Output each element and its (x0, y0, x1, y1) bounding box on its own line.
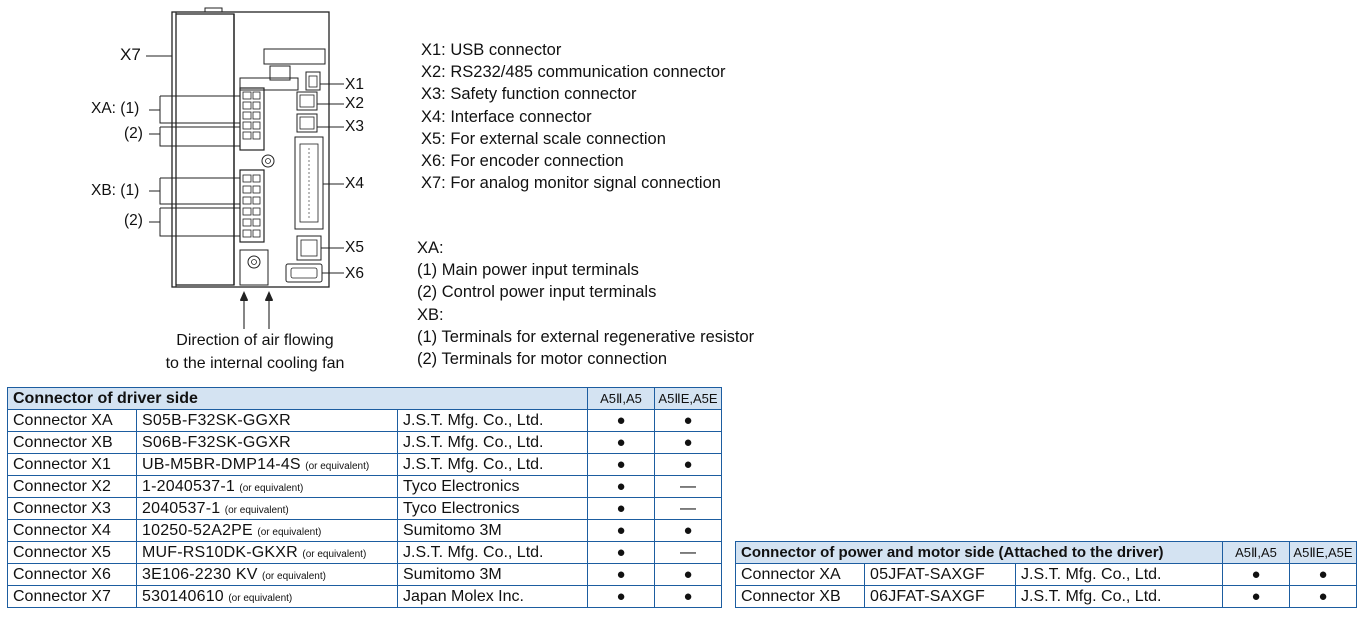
connector-name: Connector X7 (8, 586, 137, 608)
desc-xb-1: (1) Terminals for external regenerative resistor (417, 327, 755, 346)
desc-x2: X2: RS232/485 communication connector (421, 63, 726, 82)
part-number-cell (137, 410, 398, 432)
label-x5: X5 (345, 239, 364, 256)
table-row (736, 564, 1357, 586)
manufacturer: Japan Molex Inc. (398, 586, 588, 608)
support-a5iie: ● (655, 454, 722, 476)
support-a5ii: ● (588, 454, 655, 476)
part-number: S05B-F32SK-GGXR (142, 411, 291, 429)
connector-name: Connector XA (736, 564, 865, 586)
part-number-cell (137, 432, 398, 454)
table-row (8, 410, 722, 432)
desc-xa-heading: XA: (417, 239, 444, 257)
support-a5ii: ● (588, 432, 655, 454)
label-x1: X1 (345, 76, 364, 93)
table-row (8, 586, 722, 608)
part-number-cell (137, 498, 398, 520)
air-arrows (236, 292, 276, 332)
table-title: Connector of driver side (8, 388, 588, 410)
label-x4: X4 (345, 175, 364, 192)
table-row (736, 586, 1357, 608)
connector-name: Connector X3 (8, 498, 137, 520)
manufacturer: J.S.T. Mfg. Co., Ltd. (398, 454, 588, 476)
part-number-cell (137, 454, 398, 476)
equivalent-note: (or equivalent) (239, 482, 304, 494)
part-number: MUF-RS10DK-GKXR (142, 543, 298, 561)
support-a5iie: ● (655, 410, 722, 432)
desc-x4: X4: Interface connector (421, 107, 592, 126)
air-flow-line-1: Direction of air flowing (176, 332, 334, 349)
manufacturer: Tyco Electronics (398, 476, 588, 498)
col-header-a5iie: A5ⅡE,A5E (1290, 542, 1357, 564)
support-a5ii: ● (1223, 564, 1290, 586)
part-number: 1-2040537-1 (142, 477, 235, 495)
col-header-a5ii: A5Ⅱ,A5 (588, 388, 655, 410)
support-a5iie: ● (655, 520, 722, 542)
table-row (8, 454, 722, 476)
col-header-a5ii: A5Ⅱ,A5 (1223, 542, 1290, 564)
label-x6: X6 (345, 265, 364, 282)
part-number: 10250-52A2PE (142, 521, 253, 539)
connector-name: Connector X1 (8, 454, 137, 476)
power-motor-connector-table (735, 541, 1357, 608)
equivalent-note: (or equivalent) (302, 548, 367, 560)
manufacturer: Tyco Electronics (398, 498, 588, 520)
part-number-cell (137, 542, 398, 564)
manufacturer: J.S.T. Mfg. Co., Ltd. (1016, 586, 1223, 608)
support-a5iie: — (655, 498, 722, 520)
part-number-cell (137, 520, 398, 542)
desc-x5: X5: For external scale connection (421, 129, 666, 148)
label-xa-2: (2) (124, 125, 143, 142)
support-a5iie: ● (655, 564, 722, 586)
manufacturer: J.S.T. Mfg. Co., Ltd. (398, 542, 588, 564)
part-number: 530140610 (142, 587, 224, 605)
table-row (8, 432, 722, 454)
manufacturer: Sumitomo 3M (398, 564, 588, 586)
table-row (8, 542, 722, 564)
connector-name: Connector X6 (8, 564, 137, 586)
support-a5iie: ● (1290, 586, 1357, 608)
support-a5ii: ● (588, 520, 655, 542)
support-a5ii: ● (588, 542, 655, 564)
connector-name: Connector XA (8, 410, 137, 432)
part-number: 3E106-2230 KV (142, 565, 258, 583)
manufacturer: J.S.T. Mfg. Co., Ltd. (1016, 564, 1223, 586)
air-flow-caption (150, 330, 360, 375)
label-xb-1: XB: (1) (91, 182, 140, 199)
driver-side-connector-table (7, 387, 722, 608)
support-a5ii: ● (1223, 586, 1290, 608)
support-a5ii: ● (588, 586, 655, 608)
support-a5ii: ● (588, 476, 655, 498)
part-number: 06JFAT-SAXGF (865, 586, 1016, 608)
desc-x7: X7: For analog monitor signal connection (421, 174, 721, 193)
label-x3: X3 (345, 118, 364, 135)
support-a5iie: — (655, 542, 722, 564)
col-header-a5iie: A5ⅡE,A5E (655, 388, 722, 410)
table-row (8, 476, 722, 498)
part-number-cell (137, 476, 398, 498)
equivalent-note: (or equivalent) (305, 460, 370, 472)
manufacturer: Sumitomo 3M (398, 520, 588, 542)
support-a5ii: ● (588, 410, 655, 432)
support-a5ii: ● (588, 498, 655, 520)
part-number-cell (137, 586, 398, 608)
label-x2: X2 (345, 95, 364, 112)
support-a5iie: ● (655, 432, 722, 454)
connector-name: Connector X5 (8, 542, 137, 564)
desc-xa-2: (2) Control power input terminals (417, 283, 657, 302)
desc-x3: X3: Safety function connector (421, 85, 637, 104)
connector-descriptions (421, 39, 726, 194)
air-flow-line-2: to the internal cooling fan (165, 354, 345, 372)
terminal-descriptions (417, 237, 754, 370)
table-header-row (736, 542, 1357, 564)
desc-xb-2: (2) Terminals for motor connection (417, 350, 668, 369)
equivalent-note: (or equivalent) (228, 592, 293, 604)
support-a5ii: ● (588, 564, 655, 586)
connector-name: Connector X2 (8, 476, 137, 498)
manufacturer: J.S.T. Mfg. Co., Ltd. (398, 410, 588, 432)
table-row (8, 498, 722, 520)
part-number: S06B-F32SK-GGXR (142, 433, 291, 451)
manufacturer: J.S.T. Mfg. Co., Ltd. (398, 432, 588, 454)
table-title: Connector of power and motor side (Attached to the driver) (736, 542, 1223, 564)
table-header-row (8, 388, 722, 410)
desc-x1: X1: USB connector (421, 41, 562, 59)
label-x7: X7 (120, 45, 141, 64)
part-number: 2040537-1 (142, 499, 221, 517)
label-xa-1: XA: (1) (91, 100, 140, 117)
connector-name: Connector XB (736, 586, 865, 608)
equivalent-note: (or equivalent) (224, 504, 289, 516)
part-number: UB-M5BR-DMP14-4S (142, 455, 301, 473)
label-xb-2: (2) (124, 212, 143, 229)
equivalent-note: (or equivalent) (262, 570, 326, 582)
equivalent-note: (or equivalent) (257, 526, 322, 538)
desc-xa-1: (1) Main power input terminals (417, 261, 639, 280)
table-row (8, 564, 722, 586)
connector-name: Connector XB (8, 432, 137, 454)
desc-xb-heading: XB: (417, 305, 444, 324)
connector-name: Connector X4 (8, 520, 137, 542)
part-number-cell (137, 564, 398, 586)
support-a5iie: ● (1290, 564, 1357, 586)
table-row (8, 520, 722, 542)
support-a5iie: ● (655, 586, 722, 608)
support-a5iie: — (655, 476, 722, 498)
part-number: 05JFAT-SAXGF (865, 564, 1016, 586)
desc-x6: X6: For encoder connection (421, 152, 624, 171)
